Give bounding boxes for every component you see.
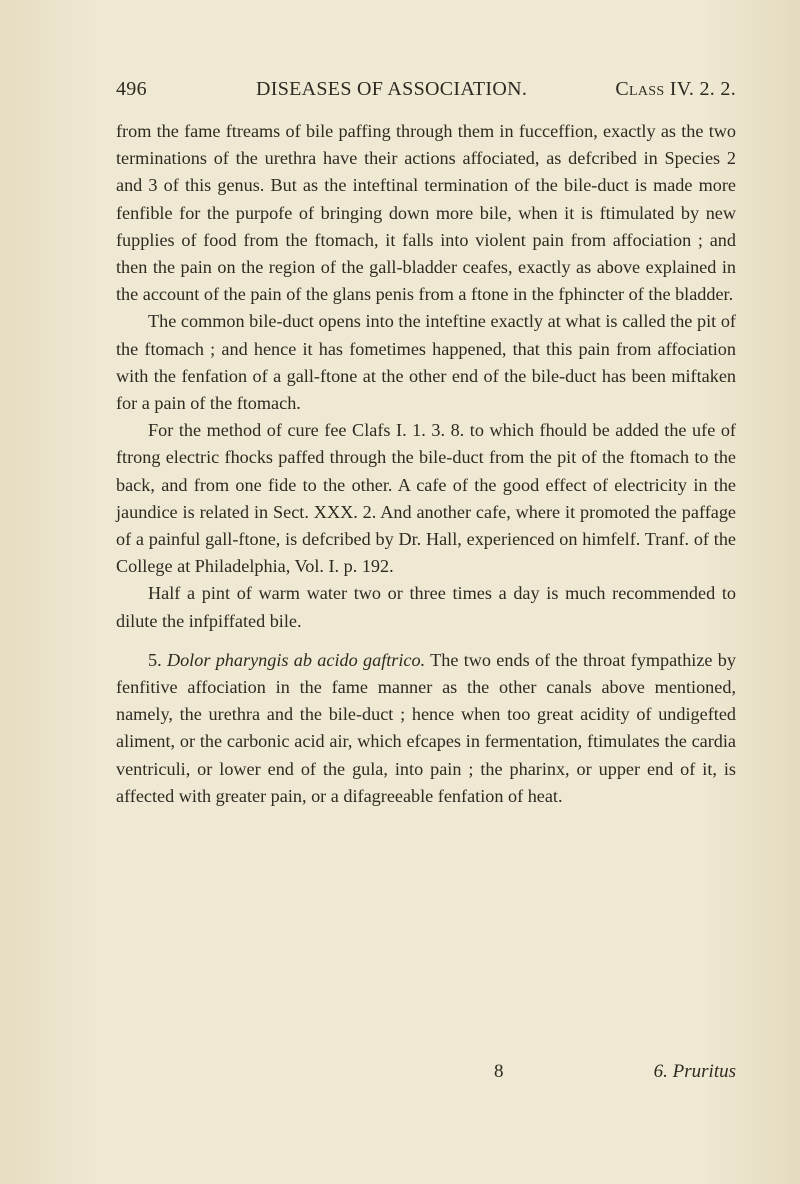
paragraph-2: The common bile-duct opens into the inteftine exactly at what is called the pit of the ftomach ; and hence it has fometimes happened, that this pain from affociation with the fenfation of a gall-ftone at the other end of the bile-duct has been miftaken for a pain of the ftomach. (116, 311, 736, 414)
catchword: 6. Pruritus (653, 1061, 736, 1082)
species-number: 5. (148, 649, 167, 670)
paragraph-1: from the fame ftreams of bile paffing through them in fucceffion, exactly as the two terminations of the urethra have their actions affociated, as defcribed in Species 2 and 3 of this genus. But as the inteftinal termination of the bile-duct is made more fenfible for the purpofe of bringing down more bile, when it is ftimulated by new fupplies of food from the ftomach, it falls into violent pain from affociation ; and then the pain on the region of the gall-bladder ceafes, exactly as above explained in the account of the pain of the glans penis from a ftone in the fphincter of the bladder. (116, 121, 736, 305)
body-text (116, 118, 736, 810)
class-label: Class IV. 2. 2. (615, 78, 736, 100)
signature-mark: 8 (494, 1061, 504, 1082)
paragraph-4: Half a pint of warm water two or three times a day is much recommended to dilute the infpiffated bile. (116, 583, 736, 631)
page-footer (116, 1061, 736, 1089)
page-number: 496 (116, 78, 147, 100)
species-name: Dolor pharyngis ab acido gaftrico. (166, 649, 426, 670)
paragraph-5-text: The two ends of the throat fympathize by fenfitive affociation in the fame manner as the other canals above mentioned, namely, the urethra and the bile-duct ; hence when too great acidity of undigefted aliment, or the carbonic acid air, which efcapes in fermentation, ftimulates the cardia ventriculi, or lower end of the gula, into pain ; the pharinx, or upper end of it, is affected with greater pain, or a difagreeable fenfation of heat. (116, 649, 736, 806)
running-title: DISEASES OF ASSOCIATION. (256, 78, 528, 100)
paragraph-3: For the method of cure fee Clafs I. 1. 3. 8. to which fhould be added the ufe of ftrong electric fhocks paffed through the bile-duct from the pit of the ftomach to the back, and from one fide to the other. A cafe of the good effect of electricity in the jaundice is related in Sect. XXX. 2. And another cafe, where it promoted the paffage of a painful gall-ftone, is defcribed by Dr. Hall, experienced on himfelf. Tranf. of the College at Philadelphia, Vol. I. p. 192. (116, 420, 736, 577)
paragraph-5 (116, 647, 736, 810)
running-header (116, 78, 736, 108)
